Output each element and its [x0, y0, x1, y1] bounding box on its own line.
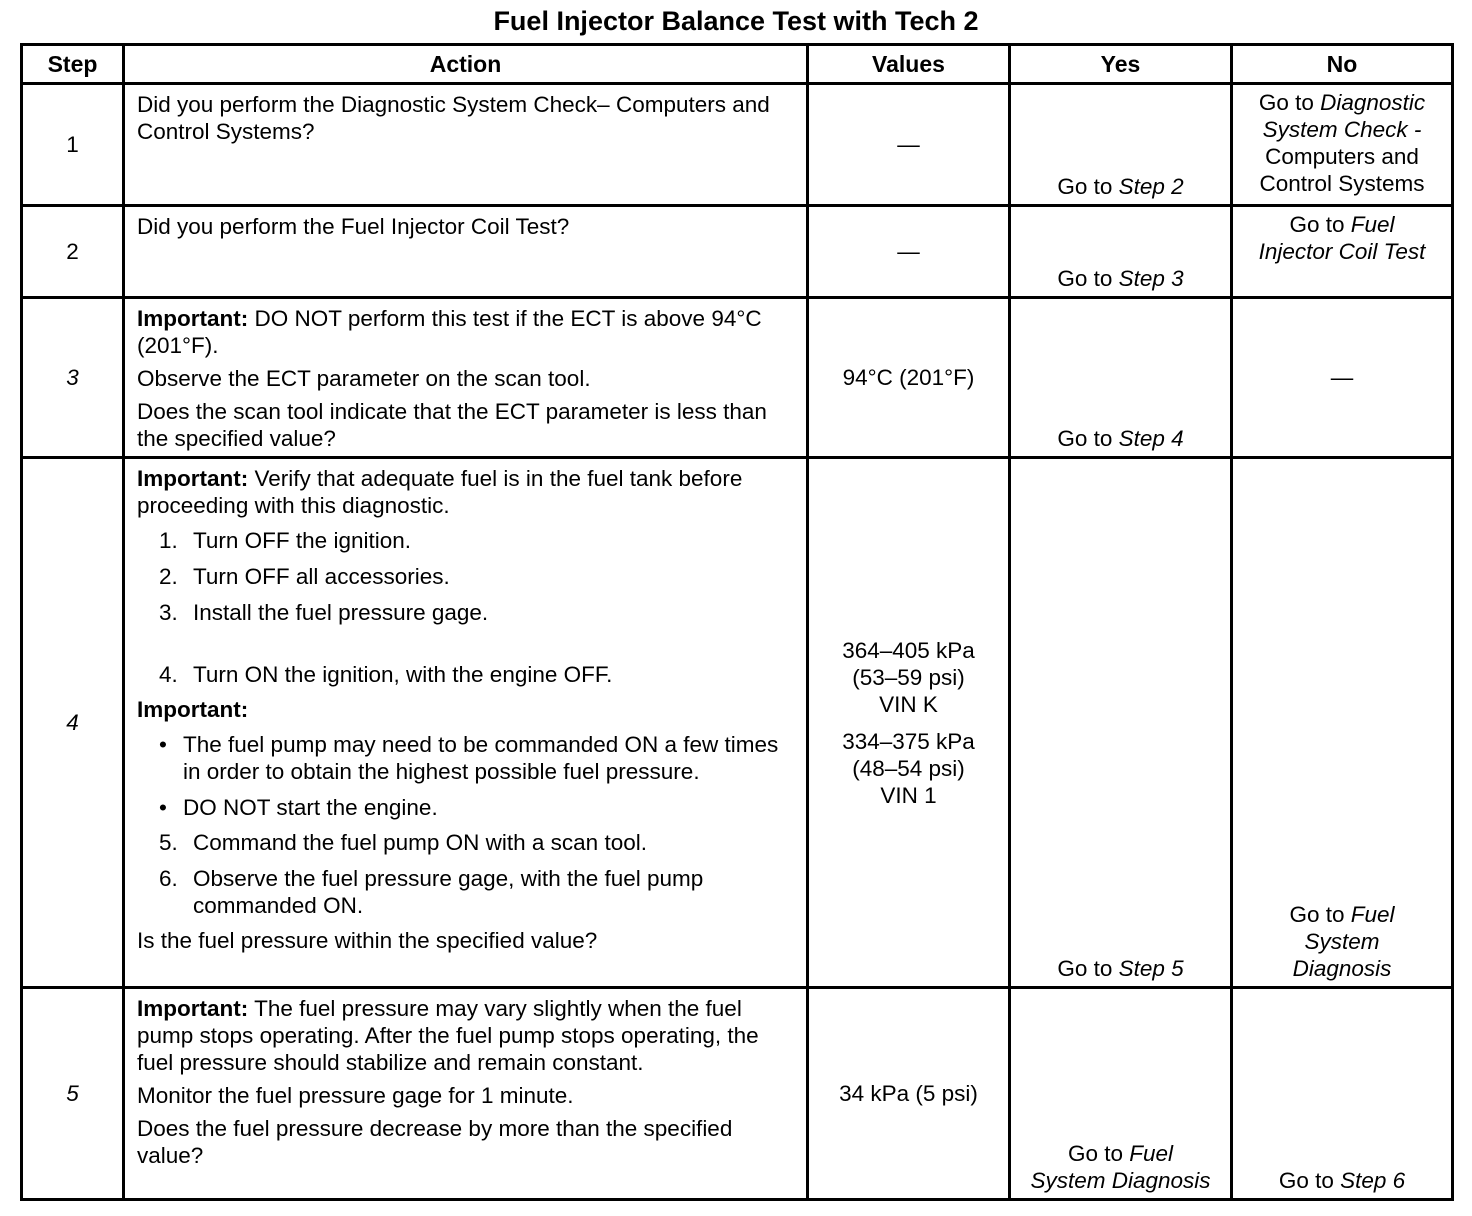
- important-label: Important:: [137, 697, 249, 722]
- no-cell: —: [1232, 298, 1453, 458]
- yes-prefix: Go to: [1057, 174, 1119, 199]
- step-number: 3: [22, 298, 124, 458]
- page-title: Fuel Injector Balance Test with Tech 2: [493, 6, 979, 36]
- yes-prefix: Go to: [1057, 426, 1119, 451]
- step-list: [159, 829, 796, 919]
- yes-link[interactable]: Step 2: [1118, 174, 1184, 199]
- table-row: [22, 458, 1453, 988]
- yes-prefix: Go to: [1057, 266, 1119, 291]
- no-link[interactable]: Injector Coil Test: [1258, 239, 1426, 264]
- value-cell: —: [808, 206, 1010, 298]
- list-item: 6. Observe the fuel pressure gage, with the fuel pump commanded ON.: [159, 866, 704, 918]
- important-note: [137, 305, 796, 359]
- action-cell: [124, 84, 808, 206]
- no-cell[interactable]: [1232, 988, 1453, 1200]
- yes-link[interactable]: Step 4: [1118, 426, 1184, 451]
- yes-cell[interactable]: [1010, 988, 1232, 1200]
- no-link[interactable]: Diagnostic System Check -: [1262, 90, 1426, 142]
- important-text: Verify that adequate fuel is in the fuel tank before proceeding with this diagnostic.: [137, 466, 743, 518]
- list-item: • The fuel pump may need to be commanded ON a few times in order to obtain the highest possible fuel pressure.: [159, 732, 779, 784]
- no-prefix: Go to: [1278, 1168, 1341, 1193]
- action-text: Did you perform the Fuel Injector Coil Test?: [137, 214, 570, 239]
- no-link[interactable]: Step 6: [1340, 1168, 1406, 1193]
- action-question: Does the scan tool indicate that the ECT parameter is less than the specified value?: [137, 399, 767, 451]
- action-cell: [124, 298, 808, 458]
- header-action: Action: [124, 45, 808, 84]
- action-cell: [124, 206, 808, 298]
- important-label: Important:: [137, 306, 249, 331]
- step-number: 4: [22, 458, 124, 988]
- header-step: Step: [22, 45, 124, 84]
- list-item: 4. Turn ON the ignition, with the engine OFF.: [159, 662, 613, 687]
- important-text: DO NOT perform this test if the ECT is above 94°C (201°F).: [137, 306, 762, 358]
- table-row: [22, 206, 1453, 298]
- bullet-list: [159, 731, 796, 821]
- no-link[interactable]: System: [1304, 929, 1380, 954]
- action-text: Monitor the fuel pressure gage for 1 minute.: [137, 1083, 574, 1108]
- value-cell: 34 kPa (5 psi): [808, 988, 1010, 1200]
- no-cell[interactable]: [1232, 84, 1453, 206]
- yes-link[interactable]: Fuel: [1129, 1141, 1174, 1166]
- yes-cell[interactable]: [1010, 206, 1232, 298]
- list-item: 1. Turn OFF the ignition.: [159, 528, 412, 553]
- header-yes: Yes: [1010, 45, 1232, 84]
- table-row: [22, 84, 1453, 206]
- important-label: Important:: [137, 996, 249, 1021]
- value-vin-1: 334–375 kPa (48–54 psi) VIN 1: [842, 728, 975, 808]
- table-row: [22, 298, 1453, 458]
- list-item: 2. Turn OFF all accessories.: [159, 564, 450, 589]
- list-item: 3. Install the fuel pressure gage.: [159, 600, 489, 625]
- list-item: 5. Command the fuel pump ON with a scan tool.: [159, 830, 647, 855]
- step-list: [159, 527, 796, 688]
- yes-link[interactable]: System Diagnosis: [1030, 1168, 1211, 1193]
- yes-prefix: Go to: [1067, 1141, 1130, 1166]
- no-link[interactable]: Fuel: [1350, 212, 1395, 237]
- no-link[interactable]: Fuel: [1350, 902, 1395, 927]
- yes-link[interactable]: Step 3: [1118, 266, 1184, 291]
- header-values: Values: [808, 45, 1010, 84]
- step-number: 2: [22, 206, 124, 298]
- list-item: • DO NOT start the engine.: [159, 795, 438, 820]
- action-question: Does the fuel pressure decrease by more than the specified value?: [137, 1116, 733, 1168]
- table-row: [22, 988, 1453, 1200]
- value-cell: —: [808, 84, 1010, 206]
- yes-link[interactable]: Step 5: [1118, 956, 1184, 981]
- header-row: [22, 45, 1453, 84]
- action-text: Did you perform the Diagnostic System Check– Computers and Control Systems?: [137, 92, 770, 144]
- no-suffix: Computers and Control Systems: [1259, 144, 1425, 196]
- no-cell[interactable]: [1232, 458, 1453, 988]
- yes-cell[interactable]: [1010, 298, 1232, 458]
- action-cell: [124, 458, 808, 988]
- no-prefix: Go to: [1289, 212, 1351, 237]
- step-number: 1: [22, 84, 124, 206]
- yes-cell[interactable]: [1010, 84, 1232, 206]
- action-cell: [124, 988, 808, 1200]
- value-vin-k: 364–405 kPa (53–59 psi) VIN K: [842, 637, 975, 717]
- value-cell: 94°C (201°F): [808, 298, 1010, 458]
- diagnostic-table: [20, 43, 1454, 1201]
- important-label: Important:: [137, 466, 249, 491]
- important-note: [137, 465, 796, 519]
- value-cell: [808, 458, 1010, 988]
- action-question: Is the fuel pressure within the specified value?: [137, 928, 598, 953]
- no-cell[interactable]: [1232, 206, 1453, 298]
- yes-prefix: Go to: [1057, 956, 1119, 981]
- no-link[interactable]: Diagnosis: [1292, 956, 1392, 981]
- yes-cell[interactable]: [1010, 458, 1232, 988]
- action-text: Observe the ECT parameter on the scan tool.: [137, 366, 591, 391]
- important-text: The fuel pressure may vary slightly when the fuel pump stops operating. After the fuel pump stops operating, the fuel pressure should stabilize and remain constant.: [137, 996, 759, 1075]
- no-prefix: Go to: [1289, 902, 1351, 927]
- header-no: No: [1232, 45, 1453, 84]
- important-note: [137, 995, 796, 1076]
- no-prefix: Go to: [1258, 90, 1321, 115]
- step-number: 5: [22, 988, 124, 1200]
